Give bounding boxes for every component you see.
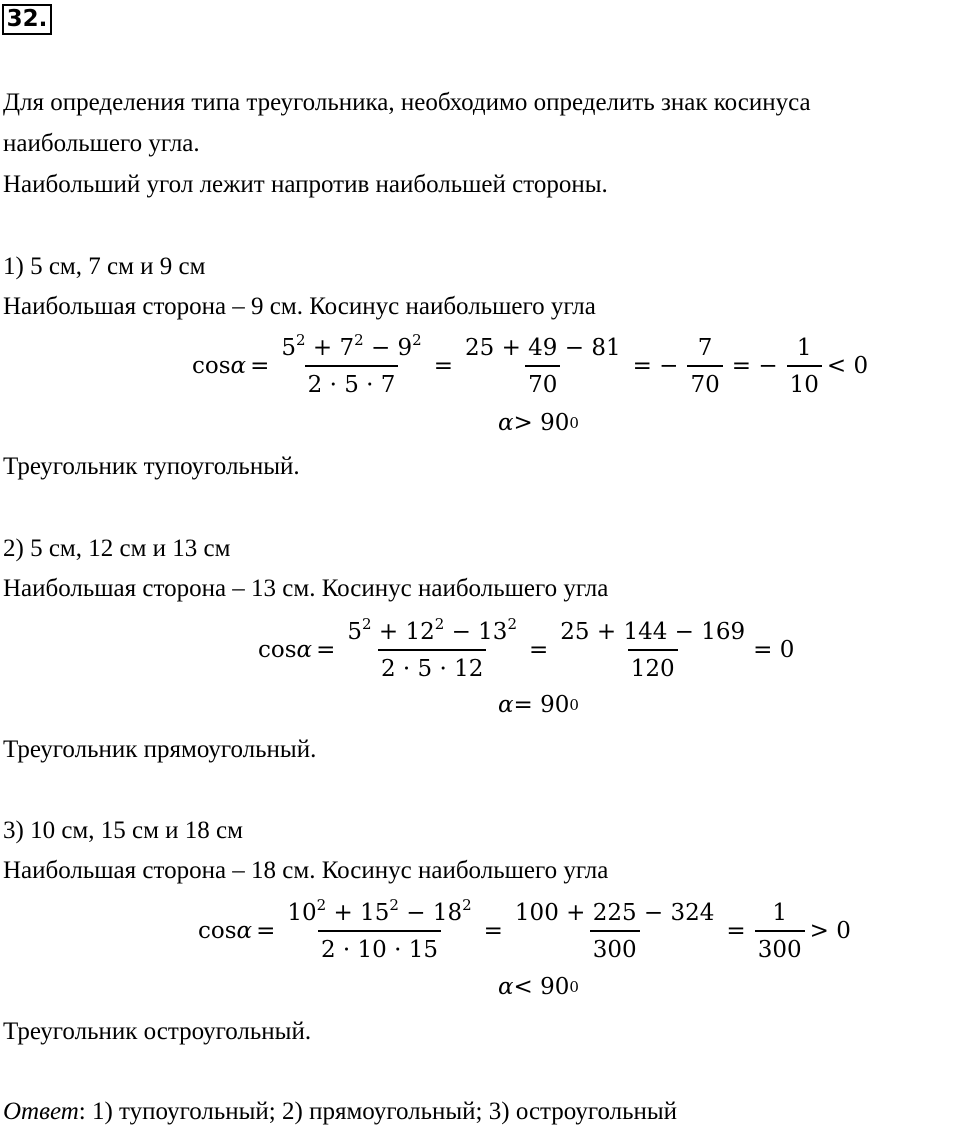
alpha-symbol: α xyxy=(236,918,253,944)
case-1-fraction-4: $\frac{1}{10}$ xyxy=(787,335,822,398)
intro-line-3: Наибольший угол лежит напротив наибольшей стороны. xyxy=(3,171,608,198)
case-3-fraction-2: $\frac{100 + 225 - 324}{300}$ xyxy=(514,899,715,963)
alpha-symbol: α xyxy=(230,353,247,379)
answer-text: : 1) тупоугольный; 2) прямоугольный; 3) остроугольный xyxy=(78,1098,678,1125)
case-1-tail: < 0 xyxy=(826,353,869,379)
answer-label: Ответ xyxy=(3,1098,79,1125)
case-3-tail: > 0 xyxy=(809,918,851,944)
case-2-equation: cos α = $\frac{5^2 + 12^2 - 13^2}{2 \cdot 5 \cdot 12}$ = $\frac{25 + 144 - 169}{120}$ = 0 xyxy=(258,614,795,682)
case-3-angle: α < 90 0 xyxy=(498,974,579,1000)
case-3-conclusion: Треугольник остроугольный. xyxy=(3,1018,312,1045)
case-2-fraction-1: $\frac{5^2 + 12^2 - 13^2}{2 \cdot 5 \cdot 12}$ xyxy=(347,614,517,682)
case-2-conclusion: Треугольник прямоугольный. xyxy=(3,736,317,763)
case-1-fraction-1: $\frac{5^2 + 7^2 - 9^2}{2 \cdot 5 \cdot 7}$ xyxy=(281,330,422,398)
case-2-angle: α = 90 0 xyxy=(498,692,579,718)
answer-line xyxy=(3,1097,677,1127)
cos-label: cos xyxy=(192,353,231,379)
alpha-symbol: α xyxy=(296,637,313,663)
case-2-fraction-2: $\frac{25 + 144 - 169}{120}$ xyxy=(560,618,746,682)
case-1-fraction-3: $\frac{7}{70}$ xyxy=(687,335,722,398)
case-3-equation: cos α = $\frac{10^2 + 15^2 - 18^2}{2 \cdot 10 \cdot 15}$ = $\frac{100 + 225 - 324}{300}$ = $\frac{1}{300}$ > 0 xyxy=(198,895,851,963)
case-1-conclusion: Треугольник тупоугольный. xyxy=(3,453,300,480)
case-2-tail: = 0 xyxy=(753,637,795,663)
case-1-header: 1) 5 см, 7 см и 9 см xyxy=(3,253,206,280)
case-1-fraction-2: $\frac{25 + 49 - 81}{70}$ xyxy=(465,334,621,398)
case-2-largest-side: Наибольшая сторона – 13 см. Косинус наибольшего угла xyxy=(3,575,609,602)
intro-line-2: наибольшего угла. xyxy=(3,130,200,157)
case-3-fraction-1: $\frac{10^2 + 15^2 - 18^2}{2 \cdot 10 \cdot 15}$ xyxy=(287,895,472,963)
intro-line-1: Для определения типа треугольника, необходимо определить знак косинуса xyxy=(3,89,811,116)
problem-number: 32. xyxy=(2,4,52,35)
case-3-fraction-3: $\frac{1}{300}$ xyxy=(755,900,805,963)
case-1-largest-side: Наибольшая сторона – 9 см. Косинус наибольшего угла xyxy=(3,293,596,320)
case-3-largest-side: Наибольшая сторона – 18 см. Косинус наибольшего угла xyxy=(3,857,609,884)
case-2-header: 2) 5 см, 12 см и 13 см xyxy=(3,535,231,562)
cos-label: cos xyxy=(258,637,297,663)
cos-label: cos xyxy=(198,918,237,944)
case-3-header: 3) 10 см, 15 см и 18 см xyxy=(3,817,243,844)
case-1-equation: cos α = $\frac{5^2 + 7^2 - 9^2}{2 \cdot 5 \cdot 7}$ = $\frac{25 + 49 - 81}{70}$ = − $\frac{7}{70}$ = − $\frac{1}{10}$ < 0 xyxy=(192,330,869,398)
case-1-angle: α > 90 0 xyxy=(498,410,579,436)
